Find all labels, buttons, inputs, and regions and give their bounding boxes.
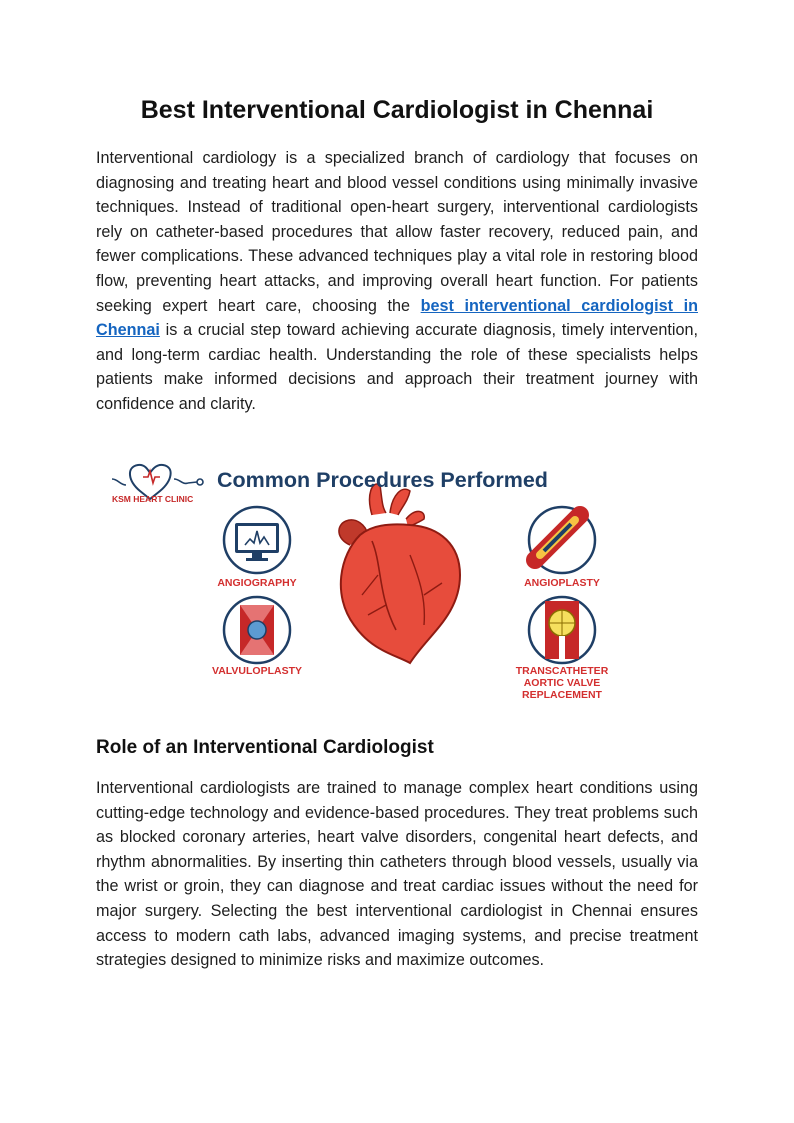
tavr-icon (529, 597, 595, 663)
intro-text-before-link: Interventional cardiology is a specialized branch of cardiology that focuses on diagnosing and treating heart and blood vessel conditions using minimally invasive techniques. Instead of traditional open-heart surgery, interventional cardiologists rely on catheter-based procedures that allow faster recovery, reduced pain, and fewer complications. These advanced techniques play a vital role in restoring blood flow, preventing heart attacks, and improving overall heart function. For patients seeking expert heart care, choosing the (96, 149, 698, 315)
section-heading: Role of an Interventional Cardiologist (96, 737, 434, 758)
intro-paragraph (96, 146, 698, 417)
cardiologist-link[interactable]: best interventional cardiologist in Chennai (96, 296, 698, 340)
angiography-icon (224, 507, 290, 573)
clinic-logo-text: KSM HEART CLINIC (112, 494, 194, 504)
label-tavr-line2: AORTIC VALVE (523, 677, 601, 689)
label-valvuloplasty: VALVULOPLASTY (211, 665, 303, 677)
heart-illustration (339, 484, 460, 663)
page-title: Best Interventional Cardiologist in Chennai (140, 96, 654, 124)
label-tavr-line3: REPLACEMENT (522, 689, 602, 701)
label-angioplasty: ANGIOPLASTY (524, 577, 600, 589)
valvuloplasty-icon (224, 597, 290, 663)
angioplasty-icon (529, 507, 595, 573)
label-tavr-line1: TRANSCATHETER (515, 665, 609, 677)
procedures-infographic (110, 455, 630, 705)
label-angiography: ANGIOGRAPHY (217, 577, 297, 589)
label-tavr (507, 665, 617, 701)
section-paragraph: Interventional cardiologists are trained to manage complex heart conditions using cutting-edge technology and evidence-based procedures. They treat problems such as blocked coronary arteries, heart valve disorders, congenital heart defects, and rhythm abnormalities. By inserting thin catheters through blood vessels, usually via the wrist or groin, they can diagnose and treat cardiac issues without the need for major surgery. Selecting the best interventional cardiologist in Chennai ensures access to modern cath labs, advanced imaging systems, and precise treatment strategies designed to minimize risks and maximize outcomes. (96, 779, 698, 970)
infographic-heading: Common Procedures Performed (217, 468, 548, 492)
intro-text-after-link: is a crucial step toward achieving accurate diagnosis, timely intervention, and long-term cardiac health. Understanding the role of these specialists helps patients make informed decisions and approach their treatment journey with confidence and clarity. (96, 321, 698, 413)
